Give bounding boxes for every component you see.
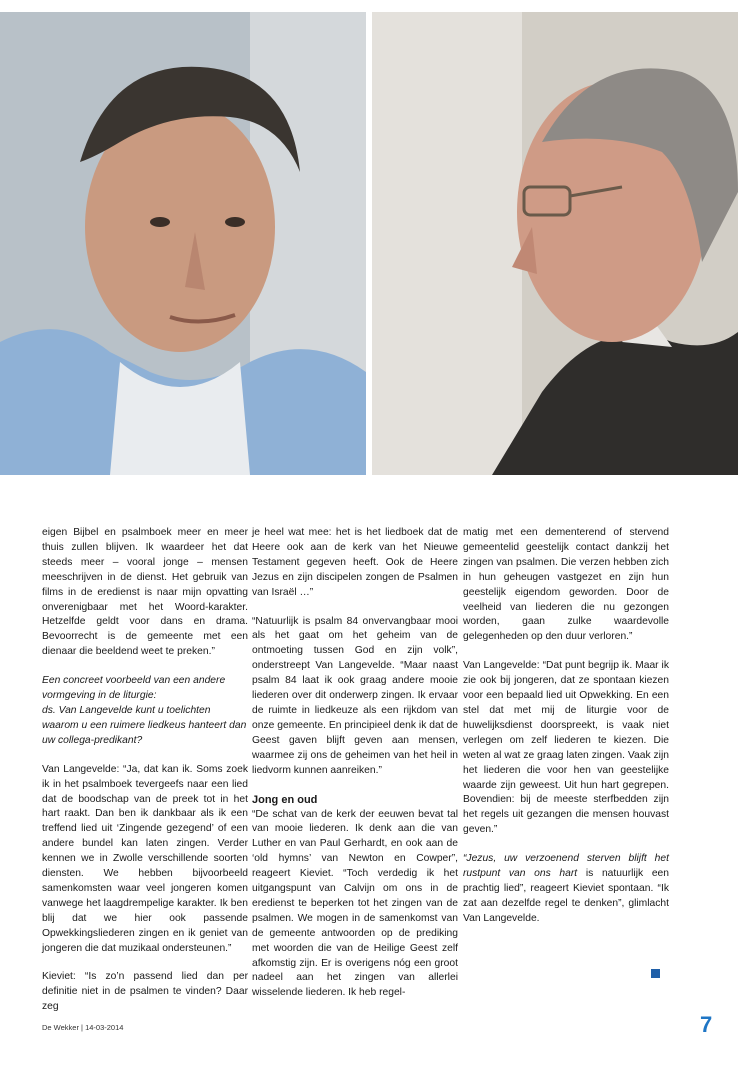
text-column-2	[252, 526, 458, 1015]
photo-left	[0, 12, 366, 475]
text-column-3	[463, 526, 669, 941]
text-column-1	[42, 526, 248, 1029]
paragraph: Van Langevelde: “Ja, dat kan ik. Soms zoek ik in het psalmboek tevergeefs naar een lied dat de boodschap van de preek tot in het hart raakt. Dan ben ik dankbaar als ik een treffend lied uit ‘Zingende gezegend’ of een andere bundel kan laten zingen. Verder kennen we in Zwolle verschillende soorten diensten. We hebben bijvoorbeeld samenkomsten waar veel jongeren komen vanwege het laagdrempelige karakter. Ik ben blij dat we hier ook passende Opwekkingsliederen zingen en ik geniet van jongeren die dat muzikaal ondersteunen.”	[42, 763, 248, 954]
portrait-illustration-right	[372, 12, 738, 475]
interview-question: ds. Van Langevelde kunt u toelichten waarom u een ruimere liedkeus hanteert dan uw collega-predikant?	[42, 704, 247, 746]
portrait-illustration-left	[0, 12, 366, 475]
footer-publication: De Wekker | 14-03-2014	[42, 1023, 124, 1032]
question-intro: Een concreet voorbeeld van een andere vormgeving in de liturgie:	[42, 675, 226, 702]
paragraph: je heel wat mee: het is het liedboek dat de Heere ook aan de kerk van het Nieuwe Testament gegeven heeft. Ook de Heere Jezus en zijn discipelen zongen de Psalmen van Israël …”	[252, 527, 458, 598]
photo-right	[372, 12, 738, 475]
paragraph: “Natuurlijk is psalm 84 onvervangbaar mooi als het gaat om het geheim van de ontmoeting tussen God en zijn volk”, onderstreept Van Langevelde. “Maar naast psalm 84 laat ik ook graag andere mooie liederen over dit onderwerp zingen. Ik ervaar de ruimte in liedkeuze als een rijkdom van onze gemeente. En principieel denk ik dat de Geest gaven blijft geven aan mensen, waarmee zij ons de geheimen van het heil in liedvorm kunnen aanreiken.”	[252, 615, 458, 776]
paragraph: matig met een dementerend of stervend gemeentelid geestelijk contact dankzij het zingen van psalmen. Die verzen hebben zich in hun geheugen vastgezet en zijn hun geestelijk eigendom geworden. Door de veelheid van liederen die nu gezongen worden, gaan zulke waardevolle gelegenheden op den duur verloren.”	[463, 527, 669, 643]
paragraph: Van Langevelde: “Dat punt begrijp ik. Maar ik zie ook bij jongeren, dat ze spontaan kiezen voor een bepaald lied uit Opwekking. En een stel dat met mij de liturgie voor de huwelijksdienst doorspreekt, is vaak niet verlegen om zelf liederen te kiezen. Die weten al wat ze graag laten zingen. Vaak zijn het liederen die voor hen van geestelijke waarde zijn geweest. Uit hun hart gegrepen. Bovendien: bij de meeste sterfbedden zijn het regels uit gezangen die mensen houvast geven.”	[463, 660, 669, 836]
section-heading: Jong en oud	[252, 793, 318, 806]
paragraph: Kieviet: “Is zo’n passend lied dan per definitie niet in de psalmen te vinden? Daar zeg	[42, 971, 248, 1013]
paragraph-quote	[463, 852, 669, 927]
paragraph: eigen Bijbel en psalmboek meer en meer thuis zullen blijven. Ik waardeer het dat steeds meer – vooral jonge – mensen meeschrijven in de dienst. Het gebruik van films in de eredienst is naar mijn opvatting onverenigbaar met het Woord-karakter. Hetzelfde geldt voor dans en drama. Bevoorrecht is de gemeente met een dienaar die beeldend weet te preken.”	[42, 527, 248, 658]
hymn-quote: “Jezus, uw verzoenend sterven blijft het rustpunt van ons hart	[463, 853, 669, 880]
end-of-article-mark	[651, 969, 660, 978]
paragraph: “De schat van de kerk der eeuwen bevat tal van mooie liederen. Ik denk aan die van Luther en van Paul Gerhardt, en ook aan de ‘old hymns’ van Newton en Cowper”, reageert Kieviet. “Toch verdedig ik het uitgangspunt van Calvijn om ons in de eredienst te beperken tot het zingen van de psalmen. We mogen in de samenkomst van de gemeente antwoorden op de prediking met woorden die van de Heilige Geest zelf afkomstig zijn. Er is overigens nóg een groot nadeel aan het zingen van allerlei wisselende liederen. Ik heb regel-	[252, 808, 458, 999]
page-number: 7	[700, 1012, 713, 1037]
quote-continuation: is natuurlijk een prachtig lied”, reageert Kieviet spontaan. “Ik zat aan dezelfde regel te denken”, glimlacht Van Langevelde.	[463, 868, 669, 924]
